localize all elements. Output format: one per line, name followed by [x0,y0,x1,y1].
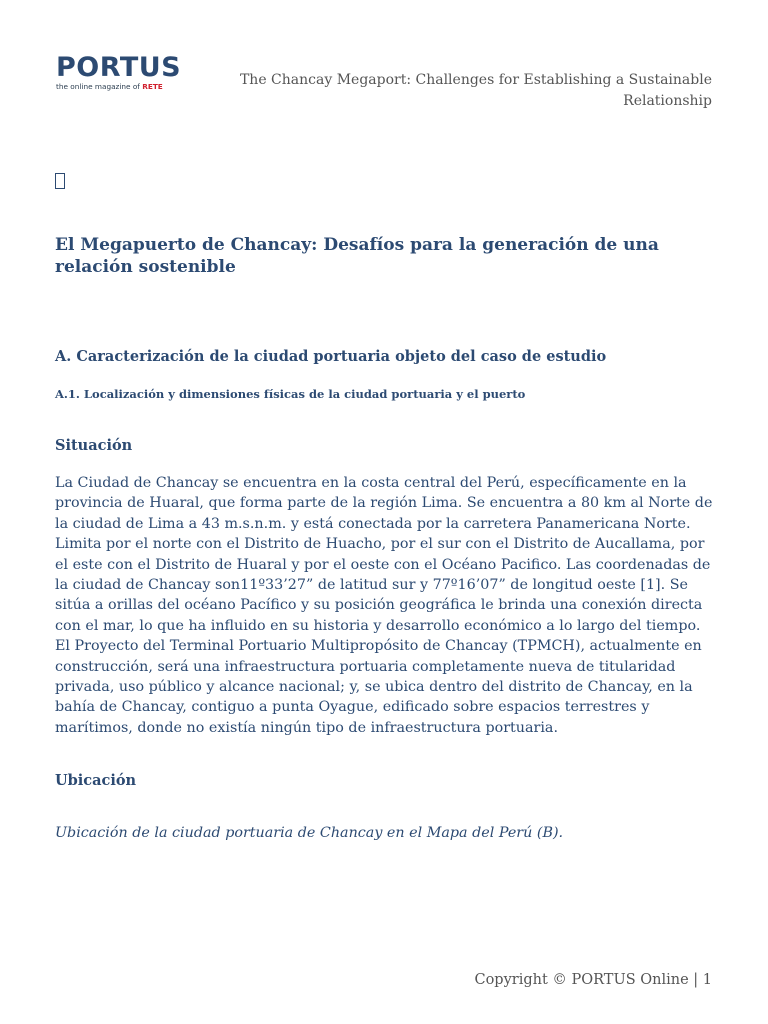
logo-tagline-brand: RETE [142,82,163,91]
section-heading-a: A. Caracterización de la ciudad portuaria objeto del caso de estudio [55,348,607,365]
ubicacion-heading: Ubicación [55,772,137,789]
situacion-paragraph: La Ciudad de Chancay se encuentra en la costa central del Perú, específicamente en la provincia de Huaral, que forma parte de la región Lima. Se encuentra a 80 km al Norte de la ciudad de Lima a 43 m.s.n.m. y está conectada por la carretera Panamericana Norte. Limita por el norte con el Distrito de Huacho, por el sur con el Distrito de Aucallama, por el este con el Distrito de Huaral y por el oeste con el Océano Pacifico. Las coordenadas de la ciudad de Chancay son11º33’27” de latitud sur y 77º16’07” de longitud oeste [1]. Se sitúa a orillas del océano Pacífico y su posición geográfica le brinda una conexión directa con el mar, lo que ha influido en su historia y desarrollo económico a lo largo del tiempo. El Proyecto del Terminal Portuario Multipropósito de Chancay (TPMCH), actualmente en construcción, será una infraestructura portuaria completamente nueva de titularidad privada, uso público y alcance nacional; y, se ubica dentro del distrito de Chancay, en la bahía de Chancay, contiguo a punta Oyague, edificado sobre espacios terrestres y marítimos, donde no existía ningún tipo de infraestructura portuaria. [55,475,713,736]
situacion-heading: Situación [55,437,133,454]
document-title: El Megapuerto de Chancay: Desafíos para la generación de una relación sostenible [55,235,659,277]
section-heading-a1: A.1. Localización y dimensiones físicas de la ciudad portuaria y el puerto [55,387,526,401]
portus-logo [56,54,191,91]
running-header-title: The Chancay Megaport: Challenges for Establishing a Sustainable Relationship [239,72,712,109]
logo-tagline-text: the online magazine of [56,82,140,91]
logo-wordmark: PORTUS [56,52,182,83]
missing-glyph-icon [55,173,65,189]
logo-tagline [56,82,191,91]
page-footer: Copyright © PORTUS Online | 1 [474,972,712,988]
map-caption: Ubicación de la ciudad portuaria de Chancay en el Mapa del Perú (B). [55,825,564,841]
